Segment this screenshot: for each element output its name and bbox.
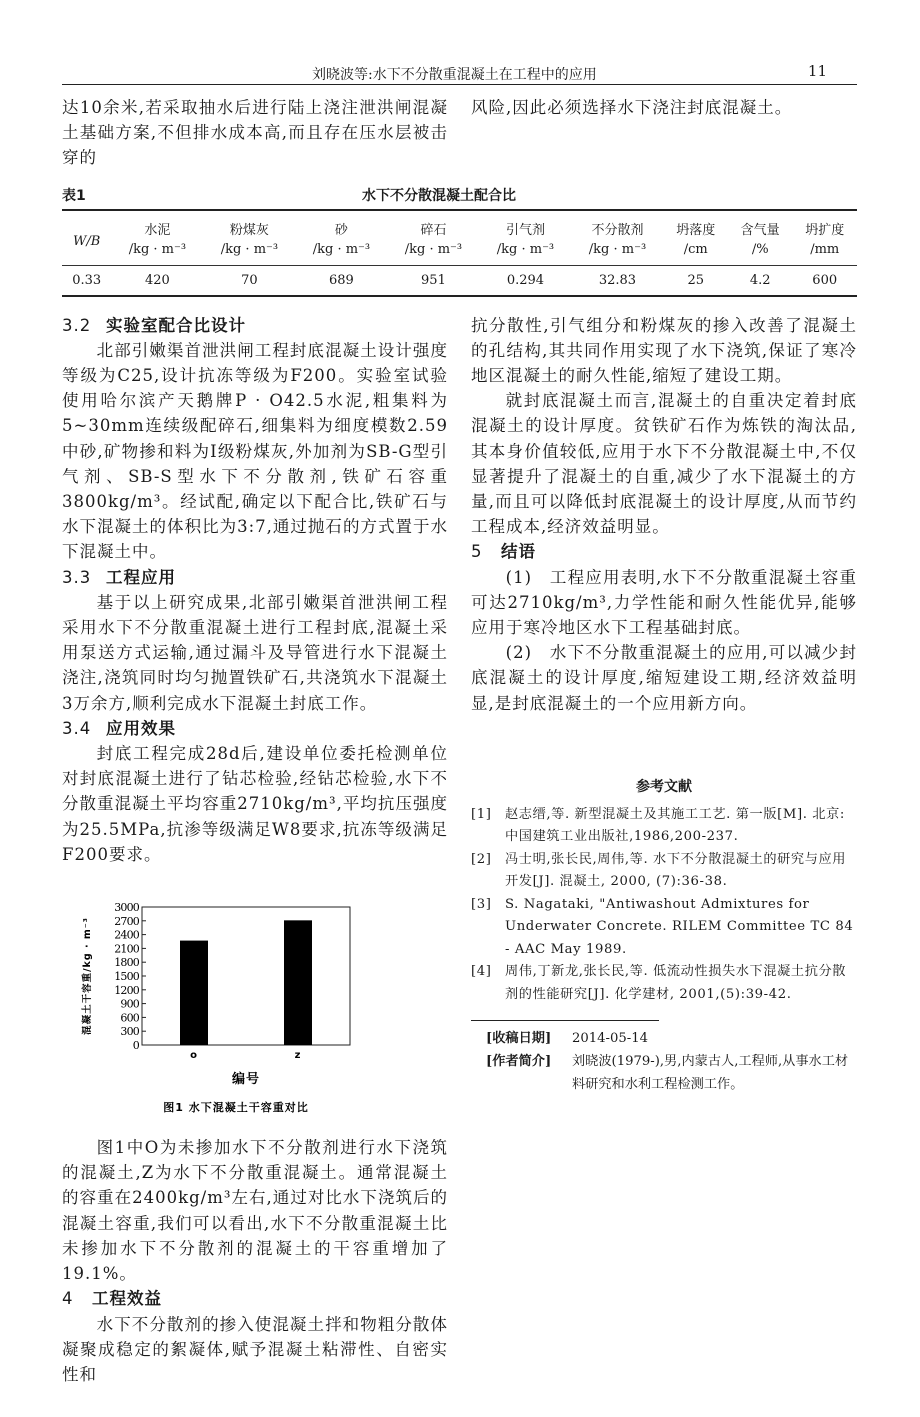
y-tick-label: 3000 [114,901,139,915]
reference-number: [2] [471,851,492,867]
table-header-cell: 含气量 [740,222,780,238]
table-header-unit: /kg · m⁻³ [203,238,295,266]
section-3-3-heading: 3.3 工程应用 [62,567,176,587]
table-header-unit: /kg · m⁻³ [111,238,203,266]
table-header-cell: 砂 [334,222,348,238]
section-5-heading: 5 结语 [471,542,536,562]
article-info [486,1027,857,1096]
table-header-unit: /cm [663,238,727,266]
reference-text: S. Nagataki, "Antiwashout Admixtures for Underwater Concrete. RILEM Committee TC 84 - AAC May 1989. [505,896,854,957]
author-label: [作者简介] [486,1054,552,1070]
x-axis-label: 编号 [231,1072,261,1088]
table-header-unit: /kg · m⁻³ [387,238,479,266]
table-header-unit: /kg · m⁻³ [295,238,387,266]
intro [62,95,857,171]
references-heading: 参考文献 [636,778,692,795]
self-weight-paragraph: 就封底混凝土而言,混凝土的自重决定着封底混凝土的设计厚度。贫铁矿石作为炼铁的淘汰品,其本身价值较低,应用于水下不分散混凝土中,不仅显著提升了混凝土的自重,减少了水下混凝土的方量,而且可以降低封底混凝土的设计厚度,从而节约工程成本,经济效益明显。 [471,391,857,537]
table-cell: 951 [421,272,446,288]
mix-ratio-table [62,209,857,297]
density-bar-chart [80,897,380,1127]
table-cell: 32.83 [598,272,637,288]
section-3-3-paragraph: 基于以上研究成果,北部引嫩渠首泄洪闸工程采用水下不分散重混凝土进行工程封底,混凝土采用泵送方式运输,通过漏斗及导管进行水下混凝土浇注,浇筑同时均匀抛置铁矿石,共浇筑水下混凝土3万余方,顺利完成水下混凝土封底工作。 [62,592,448,713]
reference-item [471,804,857,849]
reference-text: 赵志缙,等. 新型混凝土及其施工工艺. 第一版[M]. 北京:中国建筑工业出版社,1986,200-237. [505,806,845,845]
received-label: [收稿日期] [486,1031,552,1047]
y-tick-label: 2100 [114,942,139,956]
table-header-cell: 碎石 [420,222,447,238]
reference-item [471,849,857,894]
y-tick-label: 0 [132,1039,139,1053]
x-tick-label: o [190,1050,198,1062]
plot-frame [142,907,350,1045]
table-header-cell: 水泥 [144,222,171,238]
reference-number: [3] [471,896,492,912]
bar-o [180,941,208,1045]
table-header-unit: /mm [792,238,857,266]
y-tick-label: 900 [120,997,139,1011]
table-cell: 689 [329,272,354,288]
author-bio: 刘晓波(1979-),男,内蒙古人,工程师,从事水工材料研究和水利工程检测工作。 [572,1054,849,1093]
section-4-heading: 4 工程效益 [62,1289,162,1309]
running-header [62,60,857,85]
intro-left [62,95,448,171]
table-header-cell: 坍落度 [676,222,716,238]
y-axis-label: 混凝土干容重/kg · m⁻³ [82,917,93,1036]
y-tick-label: 1200 [114,983,139,997]
body-columns [62,313,857,1388]
y-tick-label: 1500 [114,970,139,984]
y-tick-label: 2700 [114,914,139,928]
figure-caption: 图1 水下混凝土干容重对比 [163,1101,309,1115]
table-cell: 4.2 [749,272,771,288]
running-title: 刘晓波等:水下不分散重混凝土在工程中的应用 [312,67,597,83]
table-header-cell: 坍扩度 [805,222,845,238]
reference-text: 周伟,丁新龙,张长民,等. 低流动性损失水下混凝土抗分散剂的性能研究[J]. 化学建材, 2001,(5):39-42. [505,964,847,1002]
table-cell: 25 [687,272,704,288]
table-cell: 0.33 [72,272,102,288]
reference-number: [4] [471,964,492,980]
conclusion-1: (1) 工程应用表明,水下不分散重混凝土容重可达2710kg/m³,力学性能和耐久性能优异,能够应用于寒冷地区水下工程基础封底。 [471,567,857,638]
y-tick-label: 600 [120,1011,139,1025]
table-caption [62,185,857,205]
bar-z [284,920,312,1045]
table-header-unit: /kg · m⁻³ [479,238,571,266]
reference-item [471,894,857,962]
table-header-cell: 引气剂 [505,222,545,238]
received-date: 2014-05-14 [572,1031,649,1047]
reference-item [471,961,857,1006]
reference-number: [1] [471,806,492,822]
reference-text: 冯士明,张长民,周伟,等. 水下不分散混凝土的研究与应用开发[J]. 混凝土, 2000, (7):36-38. [505,851,847,890]
intro-left-text: 达10余米,若采取抽水后进行陆上浇注泄洪闸混凝土基础方案,不但排水成本高,而且存在压水层被击穿的 [62,98,448,168]
section-3-4-paragraph: 封底工程完成28d后,建设单位委托检测单位对封底混凝土进行了钻芯检验,经钻芯检验,水下不分散重混凝土平均容重2710kg/m³,平均抗压强度为25.5MPa,抗渗等级满足W8要求,抗冻等级满足F200要求。 [62,744,448,864]
table-cell: 420 [144,272,170,288]
references-list [471,804,857,1007]
table-cell: 0.294 [506,272,545,288]
figure-discussion-paragraph: 图1中O为未掺加水下不分散剂进行水下浇筑的混凝土,Z为水下不分散重混凝土。通常混凝土的容重在2400kg/m³左右,通过对比水下浇筑后的混凝土容重,我们可以看出,水下不分散重混凝土比未掺加水下不分散剂的混凝土的干容重增加了19.1%。 [62,1138,448,1284]
section-3-4-heading: 3.4 应用效果 [62,718,176,738]
y-tick-label: 2400 [114,928,139,942]
y-tick-label: 1800 [114,956,139,970]
right-text [471,313,857,716]
table-header-cell: 粉煤灰 [229,222,269,238]
continued-paragraph: 抗分散性,引气组分和粉煤灰的掺入改善了混凝土的孔结构,其共同作用实现了水下浇筑,保证了寒冷地区混凝土的耐久性能,缩短了建设工期。 [471,315,857,386]
x-tick-label: z [294,1050,302,1062]
intro-right-text: 风险,因此必须选择水下浇注封底混凝土。 [471,98,793,117]
y-tick-label: 300 [120,1025,139,1039]
left-column [62,313,448,1388]
section-3-2-paragraph: 北部引嫩渠首泄洪闸工程封底混凝土设计强度等级为C25,设计抗冻等级为F200。实验室试验使用哈尔滨产天鹅牌P · O42.5水泥,粗集料为5~30mm连续级配碎石,细集料为细度模数2.59中砂,矿物掺和料为I级粉煤灰,外加剂为SB-G型引气剂、SB-S型水下不分散剂,铁矿石容重3800kg/m³。经试配,确定以下配合比,铁矿石与水下混凝土的体积比为3:7,通过抛石的方式置于水下混凝土中。 [62,340,448,562]
page-number: 11 [807,62,827,80]
table-header-unit: /kg · m⁻³ [571,238,663,266]
divider [471,1020,659,1021]
table-header-cell: W/B [62,210,111,266]
section-3-2-heading: 3.2 实验室配合比设计 [62,315,246,335]
table-header-unit: /% [728,238,792,266]
section-4-paragraph: 水下不分散剂的掺入使混凝土拌和物粗分散体凝聚成稳定的絮凝体,赋予混凝土粘滞性、自密实性和 [62,1314,448,1384]
right-column [471,313,857,1388]
table-label: 表1 [62,187,86,204]
conclusion-2: (2) 水下不分散重混凝土的应用,可以减少封底混凝土的设计厚度,缩短建设工期,经济效益明显,是封底混凝土的一个应用新方向。 [471,643,857,713]
table-cell: 600 [812,272,838,288]
table-title: 水下不分散混凝土配合比 [362,187,516,204]
table-cell: 70 [241,272,258,288]
intro-right [471,95,857,171]
table-header-cell: 不分散剂 [591,222,644,238]
